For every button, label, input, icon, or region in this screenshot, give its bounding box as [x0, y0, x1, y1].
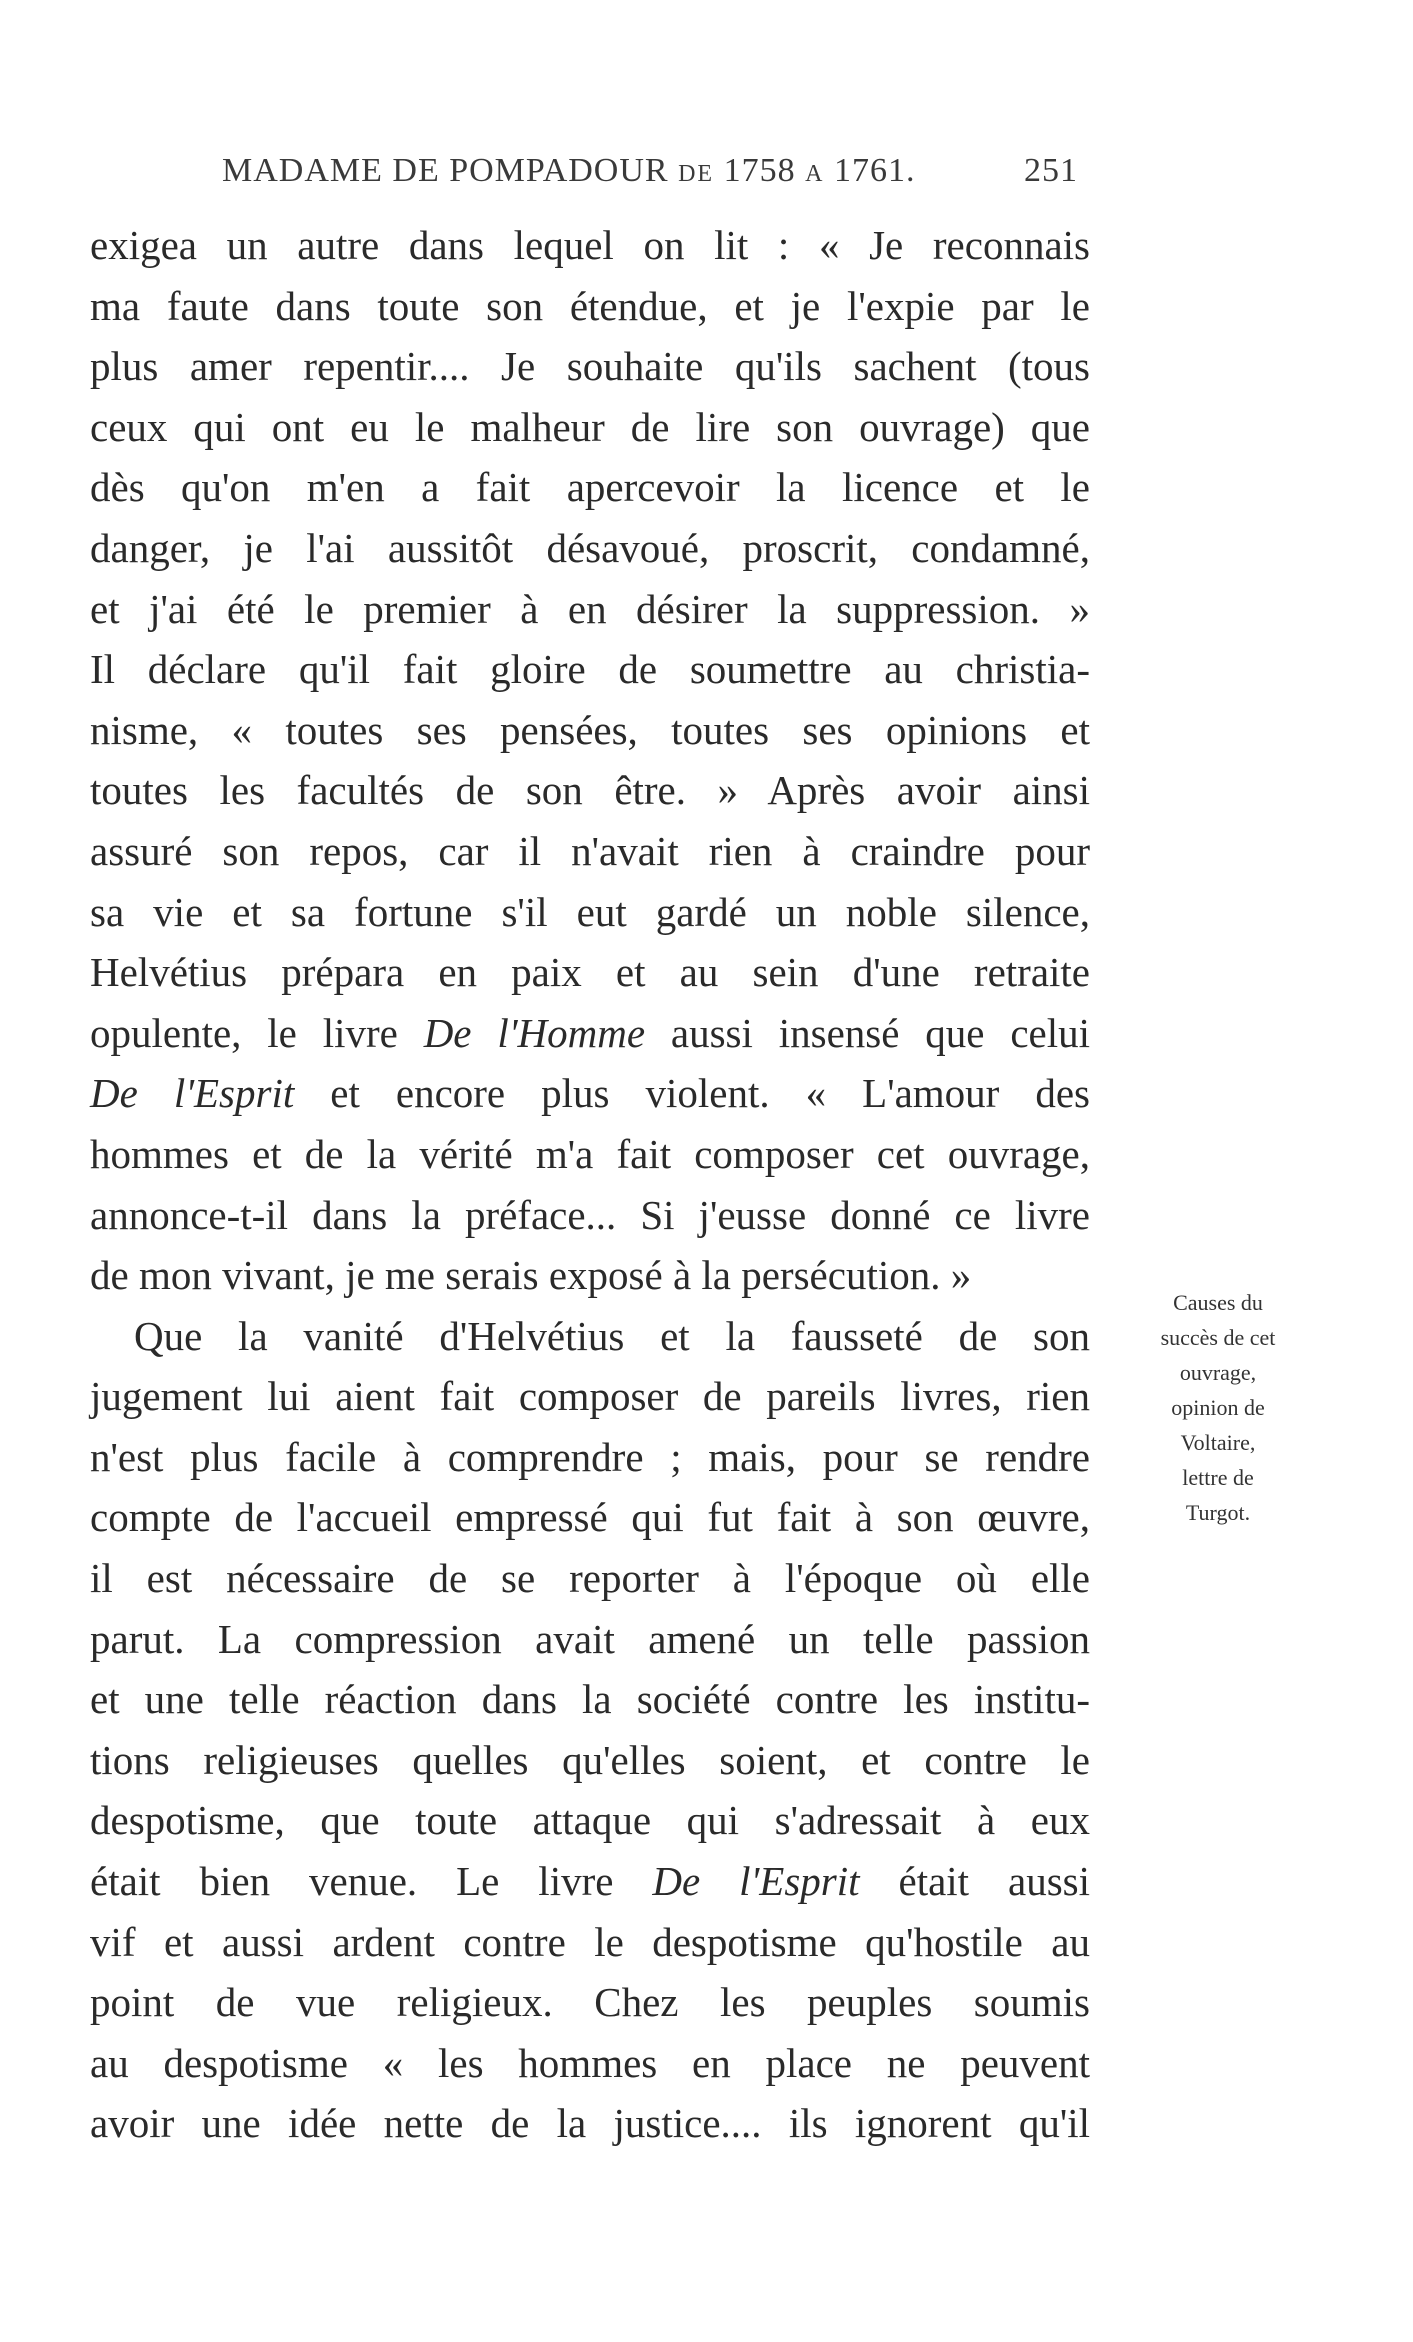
text-line: de mon vivant, je me serais exposé à la persécution. » [90, 1252, 972, 1299]
text-line: despotisme, que toute attaque qui s'adressait à eux [90, 1797, 1090, 1844]
text-line: sa vie et sa fortune s'il eut gardé un noble silence, [90, 888, 1090, 935]
text-line: annonce-t-il dans la préface... Si j'eusse donné ce livre [90, 1191, 1090, 1238]
text-line: point de vue religieux. Chez les peuples soumis [90, 1979, 1090, 2026]
text-line: et j'ai été le premier à en désirer la suppression. » [90, 585, 1090, 632]
text-line: assuré son repos, car il n'avait rien à craindre pour [90, 827, 1090, 874]
margin-note-line: Voltaire, [1180, 1430, 1256, 1455]
text-line: nisme, « toutes ses pensées, toutes ses opinions et [90, 706, 1090, 753]
text-line: n'est plus facile à comprendre ; mais, pour se rendre [90, 1433, 1090, 1480]
text-line [90, 1003, 1090, 1064]
text-line: ma faute dans toute son étendue, et je l'expie par le [90, 282, 1090, 329]
text-line: exigea un autre dans lequel on lit : « Je reconnais [90, 222, 1090, 268]
text-line: jugement lui aient fait composer de pareils livres, rien [90, 1373, 1090, 1420]
text-line: Il déclare qu'il fait gloire de soumettre au christia- [90, 646, 1090, 693]
text-run: était aussi [898, 1858, 1091, 1905]
text-run: et encore plus violent. « L'amour des [330, 1070, 1091, 1117]
book-title-italic: De l'Homme [423, 1009, 646, 1056]
margin-note-line: Causes du [1173, 1290, 1263, 1315]
margin-note-line: succès de cet [1160, 1325, 1276, 1350]
text-line: plus amer repentir.... Je souhaite qu'ils sachent (tous [90, 343, 1090, 390]
running-title [222, 152, 915, 190]
text-line: Que la vanité d'Helvétius et la fausseté de son [134, 1312, 1090, 1359]
text-line: Helvétius prépara en paix et au sein d'une retraite [90, 949, 1090, 996]
margin-note [1118, 1285, 1318, 1530]
text-line: hommes et de la vérité m'a fait composer cet ouvrage, [90, 1130, 1090, 1177]
margin-note-line: opinion de [1171, 1395, 1265, 1420]
book-title-italic: De l'Esprit [652, 1858, 860, 1905]
main-text [90, 215, 1090, 2154]
text-line: au despotisme « les hommes en place ne peuvent [90, 2039, 1090, 2086]
text-line: parut. La compression avait amené un telle passion [90, 1615, 1090, 1662]
text-run: était bien venue. Le livre [90, 1858, 614, 1905]
running-head [222, 152, 1078, 192]
margin-note-line: lettre de [1182, 1465, 1254, 1490]
margin-note-line: Turgot. [1185, 1500, 1251, 1525]
text-line: danger, je l'ai aussitôt désavoué, proscrit, condamné, [90, 524, 1090, 571]
text-line [90, 1063, 1090, 1124]
running-title-date-end: 1761. [824, 152, 916, 189]
running-title-a: A [805, 161, 825, 187]
text-line: toutes les facultés de son être. » Après avoir ainsi [90, 767, 1090, 814]
text-line [90, 1851, 1090, 1912]
text-line: tions religieuses quelles qu'elles soient, et contre le [90, 1736, 1090, 1783]
book-title-italic: De l'Esprit [90, 1070, 295, 1117]
text-line: compte de l'accueil empressé qui fut fait à son œuvre, [90, 1494, 1090, 1541]
margin-note-line: ouvrage, [1179, 1360, 1257, 1385]
running-title-de: DE [678, 161, 715, 187]
text-line: avoir une idée nette de la justice.... ils ignorent qu'il [90, 2100, 1090, 2147]
page-number: 251 [1024, 152, 1078, 189]
text-run: aussi insensé que celui [670, 1009, 1091, 1056]
text-line: vif et aussi ardent contre le despotisme qu'hostile au [90, 1918, 1090, 1965]
text-run: opulente, le livre [90, 1009, 398, 1056]
running-title-date-start: 1758 [714, 152, 806, 189]
text-line: il est nécessaire de se reporter à l'époque où elle [90, 1555, 1090, 1602]
text-line: ceux qui ont eu le malheur de lire son ouvrage) que [90, 403, 1090, 450]
running-title-main: MADAME DE POMPADOUR [222, 152, 679, 189]
text-line: dès qu'on m'en a fait apercevoir la licence et le [90, 464, 1090, 511]
text-line: et une telle réaction dans la société contre les institu- [90, 1676, 1090, 1723]
